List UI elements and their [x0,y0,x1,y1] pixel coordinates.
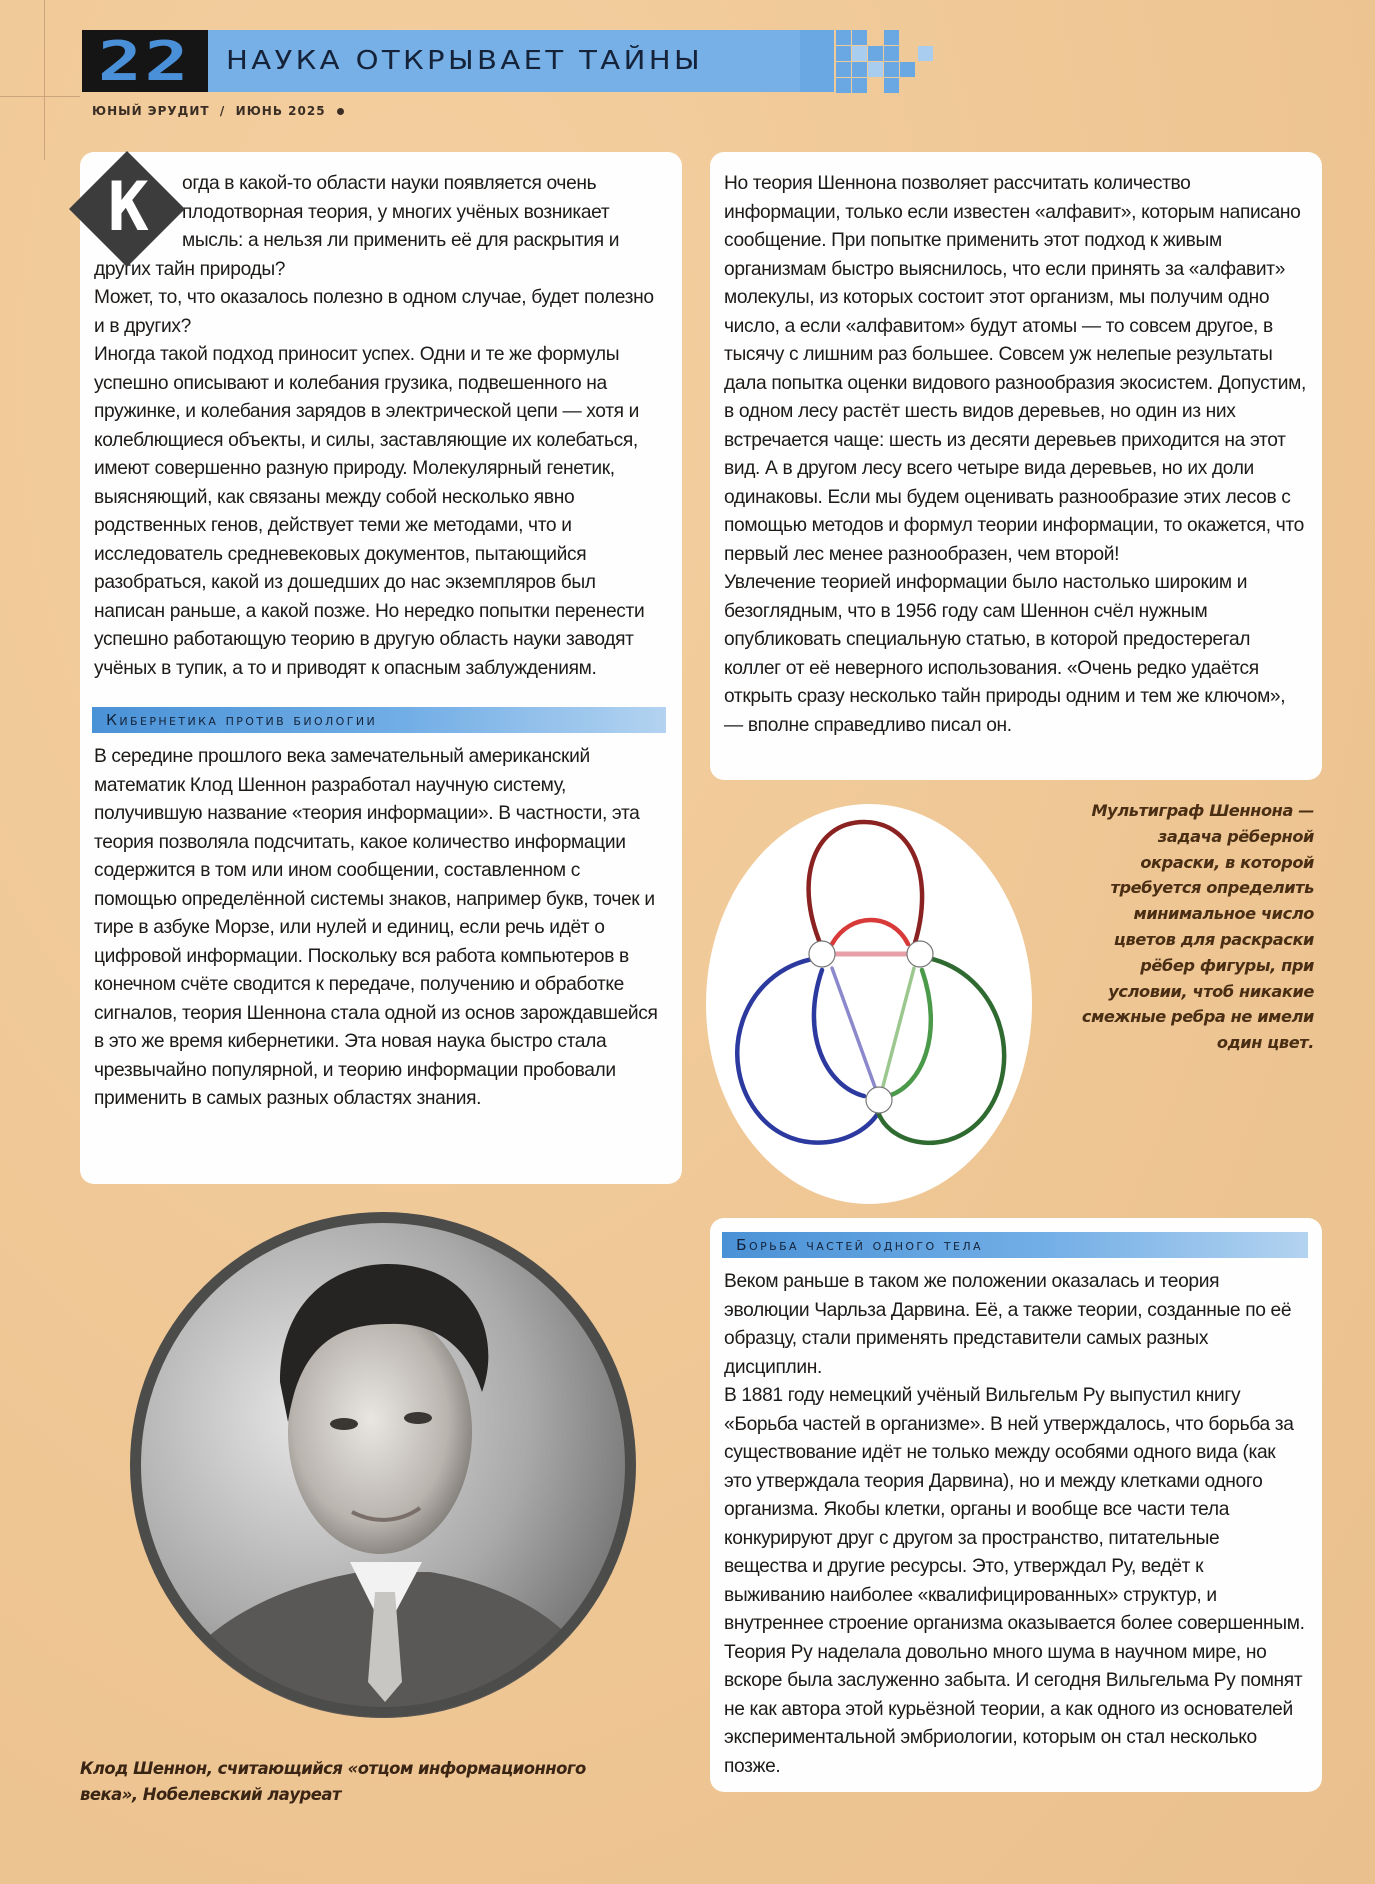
figure-caption: Мультиграф Шеннона — задача рёберной окраски, в которой требуется определить минимальное число цветов для раскраски рёбер фигуры, при условии, чтоб никакие смежные ребра не имели один цвет. [1081,801,1314,1053]
pixel-decoration-icon [800,30,940,100]
figure-background-ellipse [706,804,1032,1204]
column2-paragraph: Увлечение теорией информации было настолько широким и безоглядным, что в 1956 году сам Шеннон счёл нужным опубликовать специальную статью, в которой предостерегал коллег от её неверного использования. «Очень редко удаётся открыть сразу несколько тайн природы одним и тем же ключом», — вполне справедливо писал он. [724,572,1286,736]
vertex-bottom [866,1087,892,1113]
shannon-multigraph-figure [700,794,1038,1214]
dropcap-letter: К [107,168,149,247]
column2-box [710,152,1322,780]
portrait-eye-left [330,1418,358,1430]
page-number: 22 [98,29,192,93]
crop-guide-horizontal [0,96,80,97]
column2-text [724,170,1306,740]
section-heading-struggle [722,1232,1308,1258]
intro-box [80,152,682,1184]
section-title: НАУКА ОТКРЫВАЕТ ТАЙНЫ [226,46,704,76]
issue-separator: / [219,104,226,118]
shannon-portrait-photo [130,1212,636,1718]
section-heading-text: Борьба частей одного тела [736,1236,983,1254]
issue-line [92,104,344,118]
section-heading-cybernetics [92,707,666,733]
section1-paragraph: В середине прошлого века замечательный американский математик Клод Шеннон разработал научную систему, получившую название «теория информации». В частности, эта теория позволяла подсчитать, какое количество информации содержится в том или ином сообщении, составленном с помощью определённой системы знаков, например букв, точек и тире в азбуке Морзе, или нулей и единиц, если речь идёт о цифровой информации. Поскольку вся работа компьютеров в конечном счёте сводится к передаче, получению и обработке сигналов, теория Шеннона стала одной из основ зарождавшейся в это же время кибернетики. Эта новая наука быстро стала чрезвычайно популярной, и теорию информации пробовали применить в самых разных областях знания. [94,746,658,1109]
vertex-right [907,941,933,967]
intro-paragraph: Может, то, что оказалось полезно в одном случае, будет полезно и в других? [94,287,654,337]
portrait-eye-right [404,1412,432,1424]
section1-text [94,743,666,1114]
section2-paragraph: В 1881 году немецкий учёный Вильгельм Ру выпустил книгу «Борьба частей в организме». В ней утверждалось, что борьба за существование идёт не только между особями одного вида (как это утверждала теория Дарвина), но и между клетками одного организма. Якобы клетки, органы и вообще все части тела конкурируют друг с другом за пространство, питательные вещества и другие ресурсы. Это, утверждал Ру, ведёт к выживанию наиболее «квалифицированных» структур, и внутреннее строение организма оказывается более совершенным. Теория Ру наделала довольно много шума в научном мире, но вскоре была заслуженно забыта. И сегодня Вильгельма Ру помнят не как автора этой курьёзной теории, а как одного из основателей экспериментальной эмбриологии, которым он стал несколько позже. [724,1385,1305,1777]
section2-text [724,1268,1306,1781]
column2-paragraph: Но теория Шеннона позволяет рассчитать количество информации, только если известен «алфавит», которым написано сообщение. При попытке применить этот подход к живым организмам быстро выяснилось, что если принять за «алфавит» молекулы, из которых состоит этот организм, мы получим одно число, а если «алфавитом» будут атомы — то совсем другое, в тысячу с лишним раз большее. Совсем уж нелепые результаты дала попытка оценки видового разнообразия экосистем. Допустим, в одном лесу растёт шесть видов деревьев, но один из них встречается чаще: шесть из десяти деревьев приходится на этот вид. А в другом лесу всего четыре вида деревьев, но их доли одинаковы. Если мы будем оценивать разнообразие этих лесов с помощью методов и формул теории информации, то окажется, что первый лес менее разнообразен, чем второй! [724,173,1306,565]
page-header [82,30,800,92]
section2-box [710,1218,1322,1792]
section-title-bar [208,30,800,92]
crop-guide-vertical [44,0,45,160]
intro-paragraph: Иногда такой подход приносит успех. Одни и те же формулы успешно описывают и колебания грузика, подвешенного на пружинке, и колебания зарядов в электрической цепи — хотя и колеблющиеся объекты, и силы, заставляющие их колебаться, имеют совершенно разную природу. Молекулярный генетик, выясняющий, как связаны между собой несколько явно родственных генов, действует теми же методами, что и исследователь средневековых документов, пытающийся разобраться, какой из дошедших до нас экземпляров был написан раньше, а какой позже. Но нередко попытки перенести успешно работающую теорию в другую область науки заводят учёных в тупик, а то и приводят к опасным заблуждениям. [94,344,645,679]
intro-paragraph: огда в какой-то области науки появляется очень плодотворная теория, у многих учёных возникает мысль: а нельзя ли применить её для раскрытия и других тайн природы? [94,173,620,280]
photo-caption: Клод Шеннон, считающийся «отцом информационного века», Нобелевский лауреат [80,1759,586,1804]
vertex-left [809,941,835,967]
dropcap [76,160,176,252]
magazine-name: ЮНЫЙ ЭРУДИТ [92,104,210,118]
multigraph-svg [700,794,1038,1214]
portrait-illustration [130,1212,636,1718]
page-number-block [82,30,208,92]
bullet-icon [337,108,344,115]
section2-paragraph: Веком раньше в таком же положении оказалась и теория эволюции Чарльза Дарвина. Её, а также теории, созданные по её образцу, стали применять представители самых разных дисциплин. [724,1271,1292,1378]
section-heading-text: Кибернетика против биологии [106,711,378,729]
intro-text [94,170,666,683]
issue-date: ИЮНЬ 2025 [235,104,326,118]
